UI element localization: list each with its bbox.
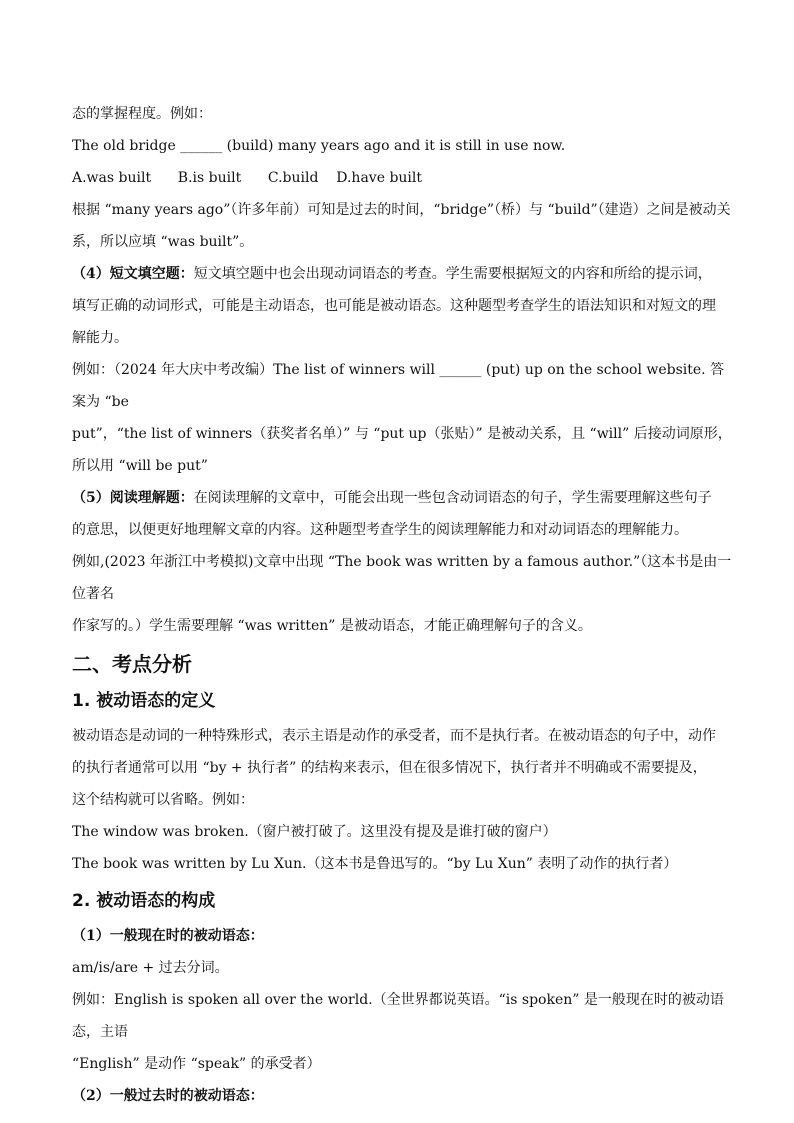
form-2-label [72, 1080, 732, 1112]
question-sentence: The old bridge ______ (build) many years ago and it is still in use now. [72, 138, 566, 154]
section-4-label: （4）短文填空题： [72, 266, 194, 282]
section-5-text: 在阅读理解的文章中，可能会出现一些包含动词语态的句子，学生需要理解这些句子 [193, 490, 712, 506]
definition-line: 这个结构就可以省略。例如： [72, 792, 254, 808]
text-line: 的意思，以便更好地理解文章的内容。这种题型考查学生的阅读理解能力和对动词语态的理解能力。 [72, 522, 688, 538]
example-line: The book was written by Lu Xun.（这本书是鲁迅写的。“by Lu Xun” 表明了动作的执行者） [72, 856, 678, 872]
document-page [72, 98, 732, 1112]
explanation-line: 系，所以应填 “was built”。 [72, 234, 254, 250]
section-4-paragraph [72, 258, 732, 290]
definition-line: 的执行者通常可以用 “by + 执行者” 的结构来表示，但在很多情况下，执行者并不明确或不需要提及， [72, 760, 707, 776]
answer-options: A.was built B.is built C.build D.have built [72, 170, 422, 186]
definition-line: 被动语态是动词的一种特殊形式，表示主语是动作的承受者，而不是执行者。在被动语态的句子中，动作 [72, 728, 716, 744]
text-line: 态的掌握程度。例如： [72, 106, 212, 122]
example-line: The window was broken.（窗户被打破了。这里没有提及是谁打破的窗户） [72, 824, 557, 840]
example-line: 作家写的。）学生需要理解 “was written” 是被动语态，才能正确理解句子的含义。 [72, 618, 592, 634]
section-4-text: 短文填空题中也会出现动词语态的考查。学生需要根据短文的内容和所给的提示词， [193, 266, 712, 282]
section-heading: 二、考点分析 [72, 652, 192, 676]
example-line: “English” 是动作 “speak” 的承受者） [72, 1056, 321, 1072]
rule-line: am/is/are + 过去分词。 [72, 960, 229, 976]
text-line: 填写正确的动词形式，可能是主动语态，也可能是被动语态。这种题型考查学生的语法知识和对短文的理 [72, 298, 716, 314]
explanation-line: 根据 “many years ago”（许多年前）可知是过去的时间，“bridge”（桥）与 “build”（建造）之间是被动关 [72, 202, 731, 218]
example-line: 所以用 “will be put” [72, 458, 208, 474]
example-line: put”，“the list of winners（获奖者名单）” 与 “put up（张贴）” 是被动关系，且 “will” 后接动词原形， [72, 426, 732, 442]
example-line: 例如：English is spoken all over the world.（全世界都说英语。“is spoken” 是一般现在时的被动语态，主语 [72, 992, 724, 1040]
form-1-label-text: （1）一般现在时的被动语态： [72, 928, 264, 944]
form-1-label [72, 920, 732, 952]
section-5-paragraph [72, 482, 732, 514]
section-5-label: （5）阅读理解题： [72, 490, 194, 506]
subsection-heading: 1. 被动语态的定义 [72, 691, 216, 711]
form-2-label-text: （2）一般过去时的被动语态： [72, 1088, 264, 1104]
example-line: 例如,(2023 年浙江中考模拟)文章中出现 “The book was written by a famous author.”（这本书是由一位著名 [72, 554, 732, 602]
example-line: 例如：（2024 年大庆中考改编）The list of winners will ______ (put) up on the school website. 答案为 “be [72, 362, 725, 410]
subsection-heading: 2. 被动语态的构成 [72, 891, 216, 911]
text-line: 解能力。 [72, 330, 128, 346]
